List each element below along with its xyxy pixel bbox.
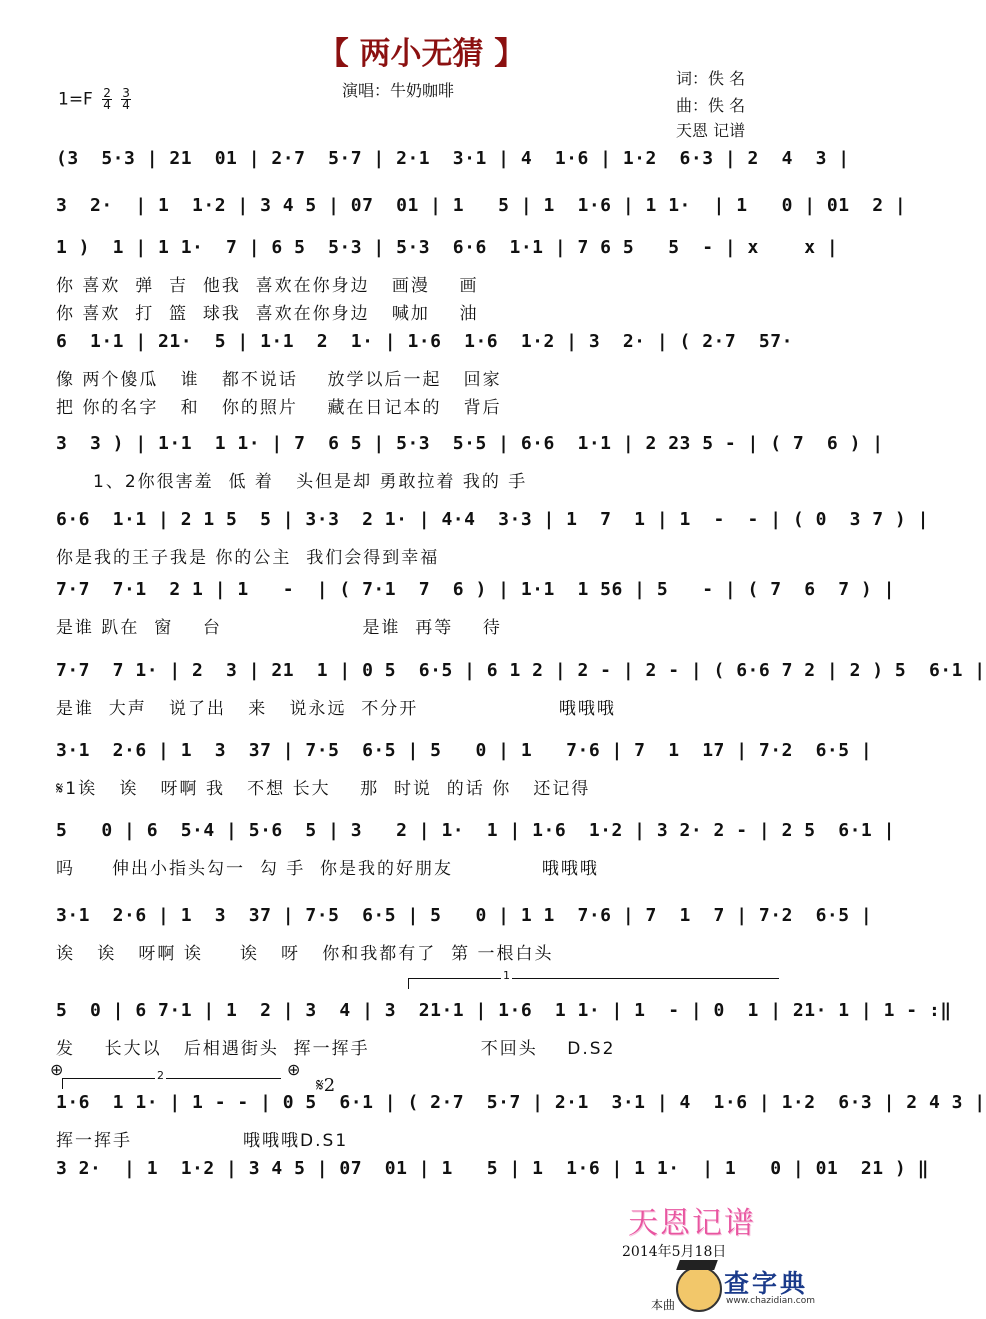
notation-line: 5 0 | 6 7·1 | 1 2 | 3 4 | 3 21·1 | 1·6 1 1· | 1 - | 0 1 | 21· 1 | 1 - :‖: [56, 1000, 952, 1021]
notation-line: 6·6 1·1 | 2 1 5 5 | 3·3 2 1· | 4·4 3·3 | 1 7 1 | 1 - - | ( 0 3 7 ) |: [56, 509, 929, 530]
lyric-line: 吗 伸出小指头勾一 勾 手 你是我的好朋友 哦哦哦: [56, 859, 599, 879]
composer-credit: 曲：佚 名: [676, 96, 746, 115]
notation-line: 5 0 | 6 5·4 | 5·6 5 | 3 2 | 1· 1 | 1·6 1·2 | 3 2· 2 - | 2 5 6·1 |: [56, 820, 895, 841]
transcriber-stamp: 天恩记谱: [628, 1206, 756, 1241]
lyric-line: 挥一挥手 哦哦哦D.S1: [56, 1131, 349, 1151]
notation-line: 3 2· | 1 1·2 | 3 4 5 | 07 01 | 1 5 | 1 1·6 | 1 1· | 1 0 | 01 2 |: [56, 195, 907, 216]
song-title: 【 两小无猜 】: [317, 36, 526, 72]
time-signature-2-4: [102, 88, 112, 111]
volta-bracket-2: [62, 1069, 281, 1089]
notation-line: (3 5·3 | 21 01 | 2·7 5·7 | 2·1 3·1 | 4 1·6 | 1·2 6·3 | 2 4 3 |: [56, 148, 850, 169]
notation-line: 7·7 7 1· | 2 3 | 21 1 | 0 5 6·5 | 6 1 2 | 2 - | 2 - | ( 6·6 7 2 | 2 ) 5 6·1 |: [56, 660, 986, 681]
logo-name: 查字典: [724, 1269, 809, 1298]
coda-sign-left: ⊕: [50, 1060, 64, 1079]
lyricist-credit: 词：佚 名: [676, 69, 746, 88]
time-sig-numerator: 3: [122, 86, 130, 100]
mascot-icon: [676, 1266, 722, 1312]
volta-2-label: 2: [157, 1069, 164, 1082]
chazidian-logo[interactable]: [676, 1262, 836, 1312]
lyric-line: 是谁 趴在 窗 台 是谁 再等 待: [56, 618, 502, 638]
lyric-line: 发 长大以 后相遇街头 挥一挥手 不回头 D.S2: [56, 1039, 616, 1059]
volta-bracket-1: [408, 969, 779, 989]
transcription-date: 2014年5月18日: [622, 1244, 727, 1260]
transcriber-credit: 天恩 记谱: [676, 121, 746, 140]
notation-line: 1·6 1 1· | 1 - - | 0 5 6·1 | ( 2·7 5·7 | 2·1 3·1 | 4 1·6 | 1·2 6·3 | 2 4 3 |: [56, 1092, 986, 1113]
volta-1-label: 1: [503, 969, 510, 982]
singer-credit: 演唱：牛奶咖啡: [342, 81, 455, 100]
time-sig-denominator: 4: [122, 98, 130, 112]
notation-line: 3 3 ) | 1·1 1 1· | 7 6 5 | 5·3 5·5 | 6·6 1·1 | 2 23 5 - | ( 7 6 ) |: [56, 433, 884, 454]
lyric-line: 把 你的名字 和 你的照片 藏在日记本的 背后: [56, 398, 502, 418]
time-sig-numerator: 2: [103, 86, 111, 100]
lyric-line: 1、2你很害羞 低 着 头但是却 勇敢拉着 我的 手: [56, 472, 528, 492]
key-label: 1=F: [58, 89, 93, 110]
lyric-line: 𝄋1诶 诶 呀啊 我 不想 长大 那 时说 的话 你 还记得: [56, 779, 591, 799]
lyric-line: 你 喜欢 打 篮 球我 喜欢在你身边 喊加 油: [56, 304, 479, 324]
segno-2-mark: 𝄋2: [316, 1075, 336, 1096]
key-signature: [58, 88, 131, 111]
notation-line: 3·1 2·6 | 1 3 37 | 7·5 6·5 | 5 0 | 1 7·6 | 7 1 17 | 7·2 6·5 |: [56, 740, 873, 761]
lyric-line: 诶 诶 呀啊 诶 诶 呀 你和我都有了 第 一根白头: [56, 944, 554, 964]
lyric-line: 是谁 大声 说了出 来 说永远 不分开 哦哦哦: [56, 699, 616, 719]
notation-line: 3·1 2·6 | 1 3 37 | 7·5 6·5 | 5 0 | 1 1 7·6 | 7 1 7 | 7·2 6·5 |: [56, 905, 873, 926]
graduation-cap-icon: [676, 1260, 718, 1270]
notation-line: 1 ) 1 | 1 1· 7 | 6 5 5·3 | 5·3 6·6 1·1 | 7 6 5 5 - | x x |: [56, 237, 839, 258]
coda-sign-right: ⊕: [287, 1060, 301, 1079]
time-sig-denominator: 4: [103, 98, 111, 112]
lyric-line: 像 两个傻瓜 谁 都不说话 放学以后一起 回家: [56, 370, 502, 390]
notation-line: 3 2· | 1 1·2 | 3 4 5 | 07 01 | 1 5 | 1 1·6 | 1 1· | 1 0 | 01 21 ) ‖: [56, 1158, 929, 1179]
notation-line: 7·7 7·1 2 1 | 1 - | ( 7·1 7 6 ) | 1·1 1 56 | 5 - | ( 7 6 7 ) |: [56, 579, 895, 600]
lyric-line: 你是我的王子我是 你的公主 我们会得到幸福: [56, 548, 440, 568]
time-signature-3-4: [121, 88, 131, 111]
logo-url: www.chazidian.com: [726, 1296, 816, 1306]
footer-fragment: 本曲: [651, 1298, 676, 1312]
notation-line: 6 1·1 | 21· 5 | 1·1 2 1· | 1·6 1·6 1·2 | 3 2· | ( 2·7 57·: [56, 331, 793, 352]
lyric-line: 你 喜欢 弹 吉 他我 喜欢在你身边 画漫 画: [56, 276, 479, 296]
